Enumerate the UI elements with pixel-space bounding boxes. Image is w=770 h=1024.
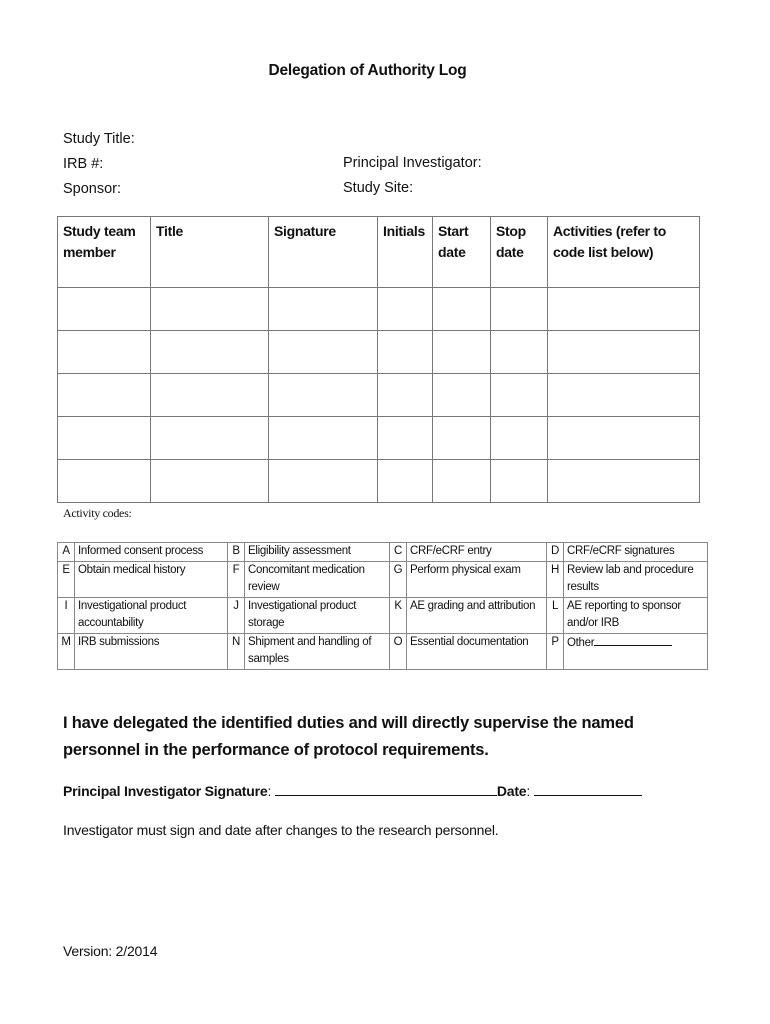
code-letter: D: [547, 543, 564, 562]
code-label: Other: [567, 636, 595, 649]
log-entry-cell: [433, 288, 491, 331]
code-description: [407, 561, 547, 597]
code-description: [564, 543, 708, 562]
log-entry-cell: [548, 331, 700, 374]
date-label: Date: [496, 783, 527, 799]
code-label: CRF/eCRF entry: [410, 545, 492, 557]
sponsor-field: Sponsor:: [63, 181, 122, 197]
log-entry-cell: [433, 460, 491, 503]
code-label: Shipment and handling of samples: [248, 635, 372, 665]
log-entry-cell: [378, 374, 433, 417]
log-entry-cell: [58, 331, 151, 374]
code-description: [407, 597, 547, 633]
code-label: AE reporting to sponsor and/or IRB: [567, 599, 681, 629]
code-description: [75, 543, 228, 562]
log-entry-cell: [269, 417, 378, 460]
code-label: Investigational product storage: [248, 599, 357, 629]
date-blank: [534, 781, 642, 796]
code-letter: P: [547, 633, 564, 669]
code-description: [245, 597, 390, 633]
log-entry-cell: [433, 417, 491, 460]
study-info-right: [343, 151, 482, 201]
log-entry-row: [58, 374, 700, 417]
log-entry-cell: [269, 331, 378, 374]
code-letter: G: [390, 561, 407, 597]
log-entry-cell: [378, 288, 433, 331]
log-entry-cell: [378, 331, 433, 374]
code-row: [58, 633, 708, 669]
log-entry-cell: [548, 288, 700, 331]
log-entry-cell: [58, 288, 151, 331]
log-entry-cell: [491, 331, 548, 374]
log-entry-cell: [58, 374, 151, 417]
code-row: [58, 543, 708, 562]
log-entry-cell: [491, 417, 548, 460]
column-header: Study team member: [58, 217, 151, 288]
log-entry-row: [58, 460, 700, 503]
code-description: [245, 633, 390, 669]
code-letter: I: [58, 597, 75, 633]
code-label: Review lab and procedure results: [567, 563, 694, 593]
log-entry-cell: [548, 460, 700, 503]
code-letter: N: [228, 633, 245, 669]
log-entry-cell: [548, 374, 700, 417]
log-entry-cell: [58, 460, 151, 503]
log-entry-cell: [491, 374, 548, 417]
code-letter: H: [547, 561, 564, 597]
log-entry-cell: [151, 331, 269, 374]
log-header-row: [58, 217, 700, 288]
principal-investigator-field: Principal Investigator:: [343, 155, 482, 171]
code-letter: M: [58, 633, 75, 669]
column-header: Title: [151, 217, 269, 288]
column-header: Signature: [269, 217, 378, 288]
log-entry-cell: [151, 374, 269, 417]
column-header: Stop date: [491, 217, 548, 288]
irb-number-field: IRB #:: [63, 156, 104, 172]
code-letter: A: [58, 543, 75, 562]
other-blank: [594, 634, 672, 646]
log-entry-cell: [151, 288, 269, 331]
pi-signature-blank: [275, 781, 497, 796]
column-header: Activities (refer to code list below): [548, 217, 700, 288]
pi-signature-label: Principal Investigator Signature: [63, 783, 268, 799]
log-entry-row: [58, 331, 700, 374]
code-letter: E: [58, 561, 75, 597]
code-letter: O: [390, 633, 407, 669]
log-entry-cell: [269, 460, 378, 503]
code-letter: C: [390, 543, 407, 562]
code-description: [564, 597, 708, 633]
code-description: [75, 561, 228, 597]
page-title: Delegation of Authority Log: [268, 62, 467, 79]
column-header: Initials: [378, 217, 433, 288]
study-title-field: Study Title:: [63, 131, 135, 147]
code-description: [564, 633, 708, 669]
log-entry-cell: [548, 417, 700, 460]
code-label: AE grading and attribution: [410, 599, 536, 612]
code-label: Eligibility assessment: [248, 545, 351, 557]
code-description: [407, 543, 547, 562]
log-entry-row: [58, 288, 700, 331]
pi-signature-line: Principal Investigator Signature: Date:: [63, 781, 642, 799]
log-entry-cell: [269, 288, 378, 331]
activity-codes-table: [57, 542, 708, 670]
code-label: CRF/eCRF signatures: [567, 545, 675, 557]
code-description: [564, 561, 708, 597]
code-letter: F: [228, 561, 245, 597]
code-label: Essential documentation: [410, 635, 529, 648]
log-entry-cell: [491, 288, 548, 331]
delegation-statement: I have delegated the identified duties and will directly supervise the named personnel in the performance of protocol requirements.: [63, 714, 634, 759]
log-entry-cell: [151, 417, 269, 460]
log-entry-row: [58, 417, 700, 460]
log-entry-cell: [269, 374, 378, 417]
code-description: [75, 633, 228, 669]
log-entry-cell: [433, 374, 491, 417]
code-description: [245, 543, 390, 562]
log-entry-cell: [151, 460, 269, 503]
code-row: [58, 561, 708, 597]
delegation-log-table: [57, 216, 700, 503]
code-description: [245, 561, 390, 597]
code-letter: B: [228, 543, 245, 562]
investigator-note: Investigator must sign and date after changes to the research personnel.: [63, 822, 499, 838]
log-entry-cell: [58, 417, 151, 460]
code-row: [58, 597, 708, 633]
log-entry-cell: [378, 417, 433, 460]
code-letter: J: [228, 597, 245, 633]
study-info-left: [63, 127, 135, 202]
log-entry-cell: [378, 460, 433, 503]
log-entry-cell: [491, 460, 548, 503]
code-description: [75, 597, 228, 633]
activity-codes-label: Activity codes:: [63, 506, 132, 520]
log-entry-cell: [433, 331, 491, 374]
code-label: Investigational product accountability: [78, 599, 187, 629]
code-letter: K: [390, 597, 407, 633]
code-label: IRB submissions: [78, 635, 160, 648]
code-label: Obtain medical history: [78, 563, 186, 576]
column-header: Start date: [433, 217, 491, 288]
study-site-field: Study Site:: [343, 180, 414, 196]
version-label: Version: 2/2014: [63, 943, 158, 959]
code-label: Perform physical exam: [410, 563, 521, 576]
code-label: Informed consent process: [78, 545, 204, 557]
code-letter: L: [547, 597, 564, 633]
code-description: [407, 633, 547, 669]
code-label: Concomitant medication review: [248, 563, 365, 593]
